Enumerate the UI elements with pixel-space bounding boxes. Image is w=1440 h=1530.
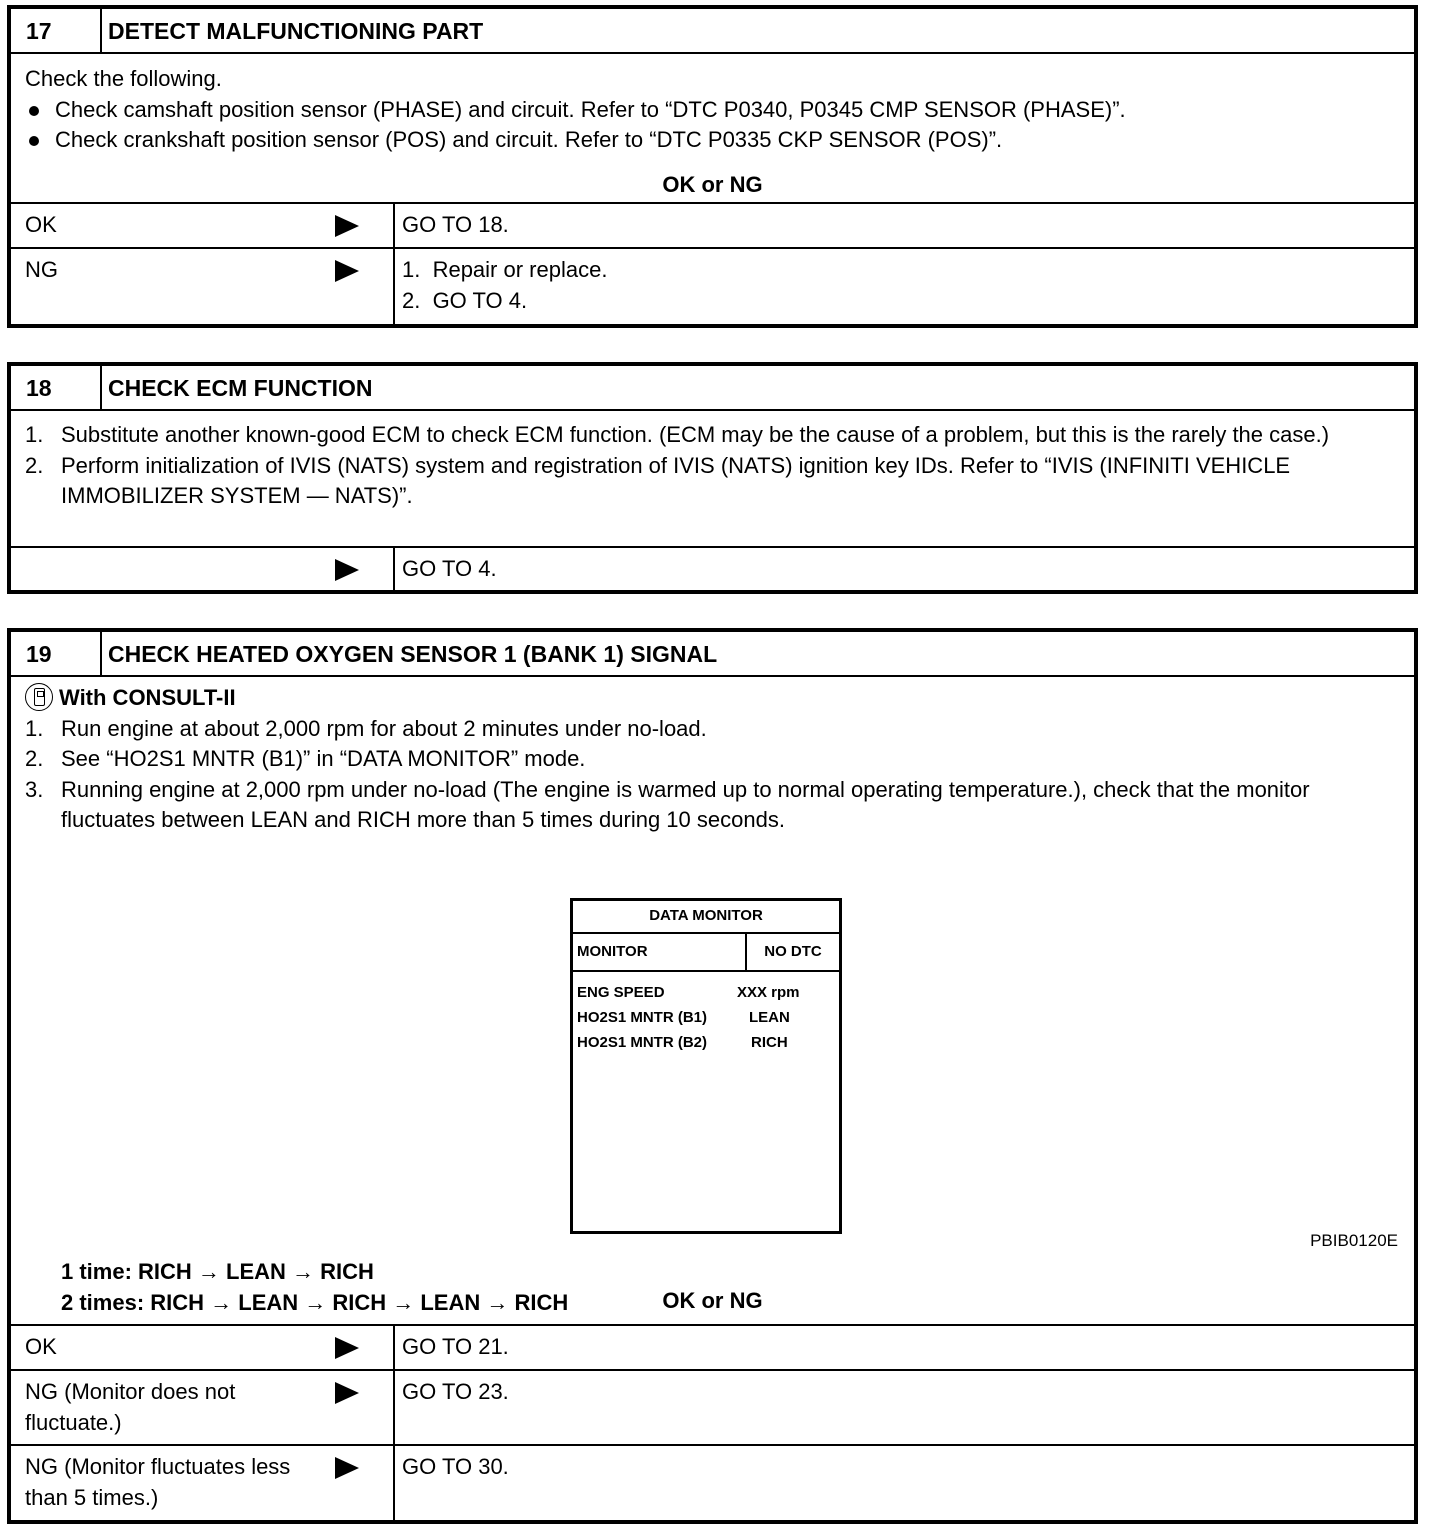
- monitor-row: HO2S1 MNTR (B1) LEAN: [577, 1009, 790, 1026]
- intro-text: Check the following.: [25, 66, 222, 91]
- step-number: 17: [11, 9, 102, 52]
- monitor-row: HO2S1 MNTR (B2) RICH: [577, 1034, 788, 1051]
- consult-tester-icon: [25, 683, 53, 711]
- step-body: [11, 411, 1414, 546]
- step-title: CHECK HEATED OXYGEN SENSOR 1 (BANK 1) SIGNAL: [108, 641, 718, 667]
- result-label: OK: [25, 212, 57, 237]
- goto-link[interactable]: GO TO 21.: [402, 1334, 509, 1359]
- result-row-ng: [11, 247, 1414, 324]
- step-header: [11, 9, 1414, 54]
- list-item: 3. Running engine at 2,000 rpm under no-load (The engine is warmed up to normal operating temperature.), check that the monitor fluctuates between LEAN and RICH more than 5 times during 10 seconds.: [25, 776, 1310, 832]
- step-title: DETECT MALFUNCTIONING PART: [108, 18, 484, 44]
- arrow-right-icon: [335, 1457, 359, 1479]
- ok-or-ng-heading: OK or NG: [662, 171, 763, 197]
- goto-link[interactable]: GO TO 23.: [402, 1379, 509, 1404]
- step-title: CHECK ECM FUNCTION: [108, 375, 373, 401]
- result-label: OK: [25, 1334, 57, 1359]
- bullet-icon: [29, 136, 39, 146]
- sequence-line: 1 time: RICH → LEAN → RICH: [61, 1259, 374, 1284]
- action-line: 1. Repair or replace.: [402, 257, 608, 282]
- goto-link[interactable]: GO TO 18.: [402, 212, 509, 237]
- list-item: 1. Run engine at about 2,000 rpm for about 2 minutes under no-load.: [25, 715, 707, 741]
- data-monitor-subheader: MONITOR NO DTC: [573, 934, 839, 972]
- arrow-right-icon: [335, 215, 359, 237]
- step-17-box: [7, 5, 1418, 328]
- goto-link[interactable]: GO TO 4.: [402, 556, 497, 581]
- step-header: [11, 632, 1414, 677]
- goto-link[interactable]: 2. GO TO 4.: [402, 287, 528, 313]
- result-label: NG: [25, 257, 58, 282]
- list-item: 2. Perform initialization of IVIS (NATS) system and registration of IVIS (NATS) ignition key IDs. Refer to “IVIS (INFINITI VEHICLE IMMOBILIZER SYSTEM — NATS)”.: [25, 452, 1291, 508]
- step-header: [11, 366, 1414, 411]
- arrow-right-icon: [335, 1337, 359, 1359]
- arrow-right-icon: [335, 1382, 359, 1404]
- step-body: [11, 54, 1414, 202]
- arrow-right-icon: [335, 260, 359, 282]
- result-row-ok: [11, 202, 1414, 247]
- step-body: [11, 677, 1414, 1324]
- result-row-ng-no-fluctuation: [11, 1369, 1414, 1444]
- list-item: Check crankshaft position sensor (POS) and circuit. Refer to “DTC P0335 CKP SENSOR (POS)”.: [25, 125, 1400, 156]
- result-row: [11, 546, 1414, 590]
- sequence-line: 2 times: RICH → LEAN → RICH → LEAN → RICH: [61, 1289, 569, 1315]
- goto-link[interactable]: GO TO 30.: [402, 1454, 509, 1479]
- result-label: NG (Monitor does not fluctuate.): [25, 1379, 236, 1435]
- monitor-row: ENG SPEED XXX rpm: [577, 984, 800, 1001]
- list-item: 2. See “HO2S1 MNTR (B1)” in “DATA MONITOR” mode.: [25, 746, 586, 771]
- bullet-icon: [29, 106, 39, 116]
- mode-heading: With CONSULT-II: [25, 683, 1374, 714]
- data-monitor-rows: [573, 972, 839, 1055]
- figure-id: PBIB0120E: [1310, 1231, 1398, 1250]
- procedure-list: [25, 420, 1374, 512]
- step-number: 19: [11, 632, 102, 675]
- result-label: NG (Monitor fluctuates less than 5 times.): [25, 1454, 291, 1510]
- check-list: [25, 95, 1400, 156]
- arrow-right-icon: [335, 559, 359, 581]
- list-item: 1. Substitute another known-good ECM to check ECM function. (ECM may be the cause of a problem, but this is the rarely the case.): [25, 422, 1330, 447]
- step-19-box: [7, 628, 1418, 1524]
- data-monitor-figure: [570, 898, 842, 1234]
- procedure-list: [25, 714, 1374, 836]
- result-row-ok: [11, 1324, 1414, 1369]
- list-item: Check camshaft position sensor (PHASE) and circuit. Refer to “DTC P0340, P0345 CMP SENSOR (PHASE)”.: [25, 95, 1400, 126]
- step-18-box: [7, 362, 1418, 594]
- step-number: 18: [11, 366, 102, 409]
- data-monitor-title: DATA MONITOR: [573, 901, 839, 934]
- ok-or-ng-heading: OK or NG: [662, 1288, 763, 1313]
- result-row-ng-few-fluctuations: [11, 1444, 1414, 1521]
